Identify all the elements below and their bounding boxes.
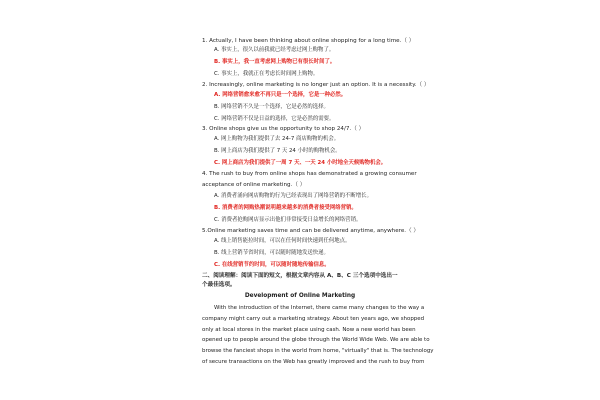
question-4-option-b-correct: B. 消费者的网购热潮说明越来越多的消费者接受网络营销。 xyxy=(214,205,357,211)
question-2-option-b: B. 网络营销不久是一个选择，它是必然的选择。 xyxy=(214,104,329,110)
question-5-option-c-correct: C. 在线营销节约时间，可以随时随地传输信息。 xyxy=(214,262,330,268)
question-3-option-a: A. 网上购物为我们提供了去 24-7 商店购物的机会。 xyxy=(214,136,340,142)
passage-paragraph xyxy=(202,303,434,368)
question-4-option-c: C. 消费者抢购网店显示出他们非常接受日益增长的网络营销。 xyxy=(214,217,362,223)
question-2-option-c: C. 网络营销不仅是日益的选择，它是必然的需要。 xyxy=(214,116,335,122)
question-1-prompt: 1. Actually, I have been thinking about online shopping for a long time.（ ） xyxy=(202,38,415,44)
question-5-option-b: B. 线上营销节省时间，可以随时随地发送快递。 xyxy=(214,250,329,256)
question-5-option-a: A. 线上销售能拉时间，可以在任何时间快速到任何地点。 xyxy=(214,238,351,244)
question-2-prompt: 2. Increasingly, online marketing is no longer just an option. It is a necessity.（ ） xyxy=(202,82,430,88)
passage-line: of secure transactions on the Web has greatly improved and the rush to buy from xyxy=(202,358,425,365)
passage-line: only at local stores in the market place using cash. Now a new world has been xyxy=(202,326,416,333)
question-3-option-c-correct: C. 网上商店为我们提供了一周 7 天、一天 24 小时地全天候购物机会。 xyxy=(214,160,387,166)
question-1-option-b-correct: B. 事实上，我一直考虑网上购物已有很长时间了。 xyxy=(214,59,336,65)
question-5-prompt: 5.Online marketing saves time and can be delivered anytime, anywhere.（ ） xyxy=(202,228,420,234)
question-4-option-a: A. 消费者涌向网店购物的行为已经表现出了网络营销的不断增长。 xyxy=(214,193,372,199)
passage-line: opened up to people around the globe through the World Wide Web. We are able to xyxy=(202,337,430,344)
question-1-option-c: C. 事实上，我就正在考虑长时间网上购物。 xyxy=(214,71,319,77)
passage-line: With the introduction of the Internet, there came many changes to the way a xyxy=(214,305,425,311)
passage-line: company might carry out a marketing strategy. About ten years ago, we shopped xyxy=(202,315,425,322)
passage-line: browse the fanciest shops in the world from home, "virtually" that is. The technology xyxy=(202,348,434,355)
question-4-prompt: 4. The rush to buy from online shops has demonstrated a growing consumer xyxy=(202,171,417,177)
section-2-instruction-line-1: 二、阅读理解：阅读下面的短文，根据文章内容从 A、B、C 三个选项中选出一 xyxy=(202,273,398,279)
question-1-option-a: A. 事实上，很久以前我就已经考虑过网上购物了。 xyxy=(214,47,335,53)
passage-title: Development of Online Marketing xyxy=(244,293,356,299)
question-4-prompt-continuation: acceptance of online marketing.（ ） xyxy=(202,182,306,188)
question-2-option-a-correct: A. 网络营销愈来愈不再只是一个选择，它是一种必然。 xyxy=(214,92,347,98)
section-2-instruction-line-2: 个最佳选项。 xyxy=(202,282,236,288)
question-3-prompt: 3. Online shops give us the opportunity to shop 24/7.（ ） xyxy=(202,126,365,132)
question-3-option-b: B. 网上商店为我们提供了 7 天 24 小时的购物机会。 xyxy=(214,148,341,154)
